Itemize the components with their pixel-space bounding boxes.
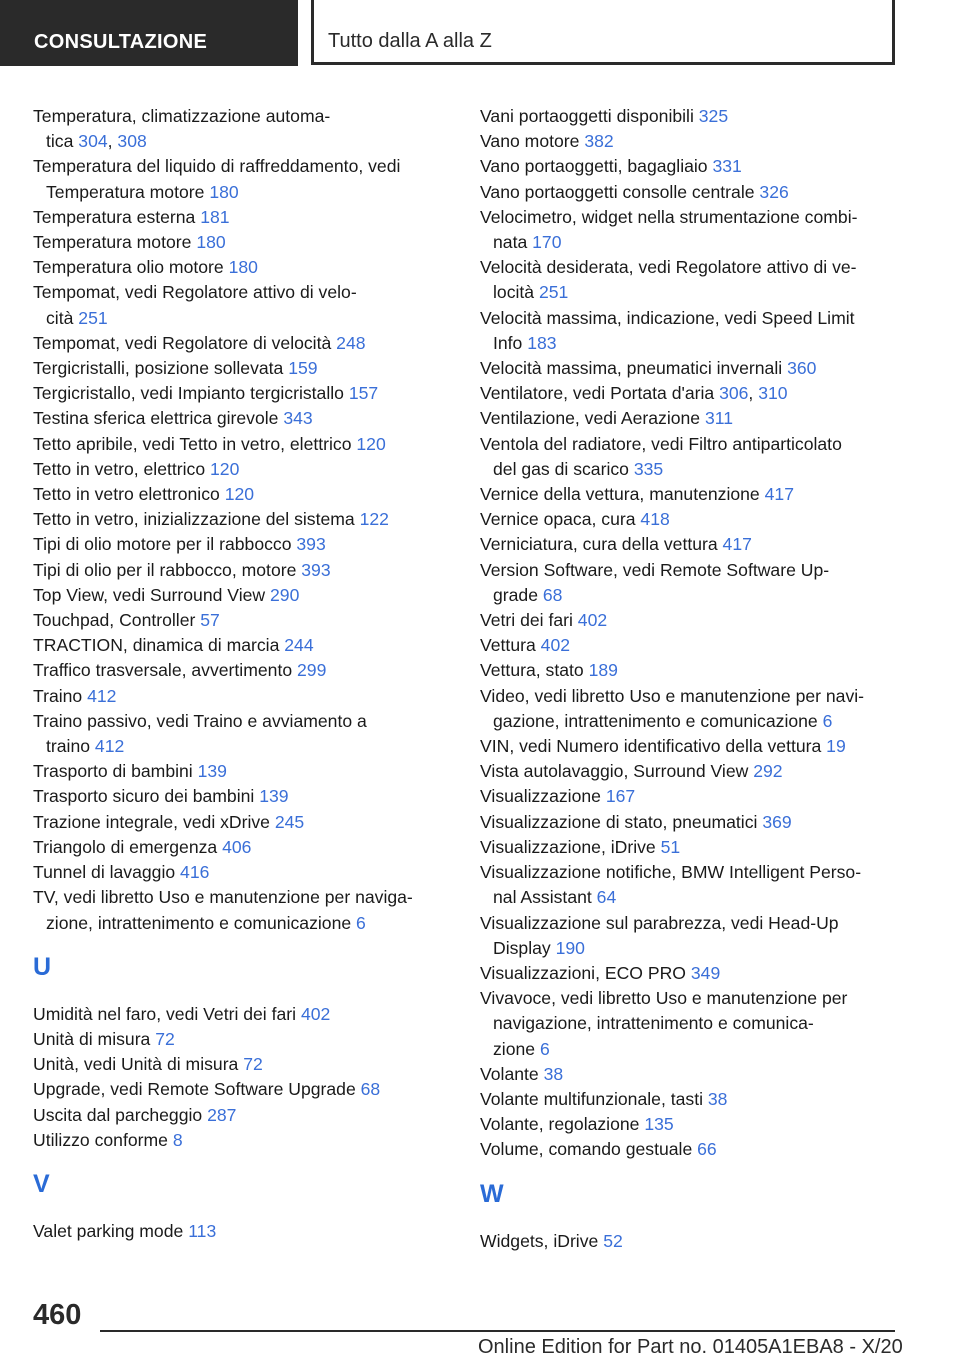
entry-text: Tempomat, vedi Regolatore di velocità	[33, 332, 337, 353]
chapter-title-box	[311, 0, 895, 65]
page-reference-link[interactable]: 393	[296, 534, 326, 555]
footer-divider	[100, 1330, 895, 1332]
page-number: 460	[33, 1299, 82, 1331]
index-entry	[480, 860, 900, 910]
index-entry	[33, 356, 453, 381]
index-entry	[480, 558, 900, 608]
index-entry	[480, 306, 900, 356]
index-entry	[480, 1087, 900, 1112]
index-entry	[480, 129, 900, 154]
page-reference-link[interactable]: 68	[542, 584, 563, 605]
entry-text: Traino passivo, vedi Traino e avviamento a	[33, 710, 367, 731]
page-reference-link[interactable]: 170	[532, 232, 562, 253]
page-reference-link[interactable]: 6	[822, 710, 833, 731]
entry-text: Video, vedi libretto Uso e manutenzione per navi-	[480, 685, 865, 706]
page-reference-link[interactable]: 418	[640, 509, 670, 530]
entry-text: Vano portaoggetti, bagagliaio	[480, 156, 713, 177]
index-entry	[480, 432, 900, 482]
entry-text: zione	[493, 1038, 540, 1059]
page-reference-link[interactable]: 68	[360, 1079, 381, 1100]
entry-text: Vernice opaca, cura	[480, 509, 641, 530]
index-entry	[480, 205, 900, 255]
entry-text: Touchpad, Controller	[33, 610, 201, 631]
page-reference-link[interactable]: 412	[94, 736, 125, 757]
index-letter-heading: W	[480, 1179, 504, 1208]
index-letter-heading: V	[33, 1169, 50, 1198]
page-reference-link[interactable]: 72	[243, 1054, 263, 1075]
index-entry	[480, 255, 900, 305]
index-entry	[33, 558, 453, 583]
entry-text: Vano motore	[480, 131, 585, 152]
index-entry	[33, 633, 453, 658]
index-column-left	[33, 104, 453, 1244]
entry-text: Utilizzo conforme	[33, 1129, 173, 1150]
page-reference-link[interactable]: 72	[155, 1028, 175, 1049]
page-reference-link[interactable]: 248	[336, 332, 366, 353]
page-reference-link[interactable]: 64	[596, 887, 617, 908]
entry-text: Tipi di olio per il rabbocco, motore	[33, 559, 302, 580]
index-entry	[33, 583, 453, 608]
index-entry	[33, 1128, 453, 1153]
entry-text: Volante multifunzionale, tasti	[480, 1088, 708, 1109]
page-reference-link[interactable]: 349	[690, 962, 721, 983]
entry-text: Display	[493, 937, 556, 958]
entry-text: Traino	[33, 685, 88, 706]
index-entry	[33, 255, 453, 280]
index-entry	[480, 986, 900, 1062]
entry-text: nal Assistant	[493, 887, 597, 908]
page-reference-link[interactable]: 412	[87, 685, 117, 706]
index-entry	[33, 230, 453, 255]
entry-text: Uscita dal parcheggio	[33, 1104, 208, 1125]
page-reference-link[interactable]: 251	[538, 282, 569, 303]
index-entry	[33, 507, 453, 532]
entry-text: traino	[46, 736, 95, 757]
entry-text: Vernice della vettura, manutenzione	[480, 484, 765, 505]
entry-text: Triangolo di emergenza	[33, 836, 223, 857]
entry-text: del gas di scarico	[493, 458, 634, 479]
page-reference-link[interactable]: 402	[300, 1003, 331, 1024]
page-reference-link[interactable]: 6	[356, 912, 366, 933]
index-entry	[33, 810, 453, 835]
page-reference-link[interactable]: 306	[719, 383, 749, 404]
page-reference-link[interactable]: 6	[539, 1038, 550, 1059]
entry-text: Unità di misura	[33, 1028, 156, 1049]
page-reference-link[interactable]: 183	[527, 332, 557, 353]
page-reference-link[interactable]: 331	[712, 156, 742, 177]
entry-text: Visualizzazione notifiche, BMW Intelligent Perso-	[480, 862, 862, 883]
entry-text: Vano portaoggetti consolle centrale	[480, 181, 760, 202]
entry-text: Temperatura olio motore	[33, 257, 229, 278]
entry-text: Tetto apribile, vedi Tetto in vetro, elettrico	[33, 433, 357, 454]
entry-text: Valet parking mode	[33, 1220, 189, 1241]
entry-text: Vettura, stato	[480, 660, 589, 681]
entry-text: Verniciatura, cura della vettura	[480, 534, 723, 555]
entry-text: tica	[46, 131, 79, 152]
index-entry	[33, 658, 453, 683]
entry-text: ,	[748, 383, 759, 404]
page-reference-link[interactable]: 308	[117, 131, 147, 152]
entry-text: Volume, comando gestuale	[480, 1139, 698, 1160]
page-reference-link[interactable]: 382	[584, 131, 614, 152]
index-entry	[480, 835, 900, 860]
index-entry	[480, 381, 900, 406]
page-reference-link[interactable]: 287	[207, 1104, 237, 1125]
page-reference-link[interactable]: 299	[297, 660, 327, 681]
entry-text: Vista autolavaggio, Surround View	[480, 761, 754, 782]
page-reference-link[interactable]: 310	[758, 383, 788, 404]
index-entry	[480, 532, 900, 557]
page-reference-link[interactable]: 51	[660, 836, 681, 857]
page-reference-link[interactable]: 139	[259, 786, 289, 807]
entry-text: zione, intrattenimento e comunicazione	[46, 912, 357, 933]
page-reference-link[interactable]: 19	[826, 736, 846, 757]
chapter-title: Tutto dalla A alla Z	[328, 30, 492, 52]
entry-text: Velocimetro, widget nella strumentazione combi-	[480, 206, 858, 227]
index-entry	[33, 104, 453, 154]
page-reference-link[interactable]: 180	[196, 232, 226, 253]
entry-text: Tipi di olio motore per il rabbocco	[33, 534, 297, 555]
index-entry	[33, 280, 453, 330]
index-entry	[33, 759, 453, 784]
index-entry	[480, 911, 900, 961]
entry-text: Volante	[480, 1063, 544, 1084]
entry-text: Visualizzazione di stato, pneumatici	[480, 811, 763, 832]
page-reference-link[interactable]: 290	[270, 584, 300, 605]
entry-text: TV, vedi libretto Uso e manutenzione per naviga-	[33, 887, 413, 908]
index-entry	[33, 860, 453, 885]
page-reference-link[interactable]: 135	[644, 1114, 674, 1135]
entry-text: Info	[493, 332, 528, 353]
index-entry	[33, 532, 453, 557]
entry-text: Widgets, iDrive	[480, 1230, 604, 1251]
index-entry	[33, 482, 453, 507]
entry-text: Tergicristalli, posizione sollevata	[33, 358, 289, 379]
entry-text: Vettura	[480, 635, 541, 656]
entry-text: VIN, vedi Numero identificativo della vettura	[480, 736, 827, 757]
entry-text: Temperatura motore	[46, 181, 210, 202]
entry-text: nata	[493, 232, 533, 253]
index-entry	[33, 1219, 453, 1244]
entry-text: Upgrade, vedi Remote Software Upgrade	[33, 1079, 361, 1100]
index-entry	[33, 205, 453, 230]
entry-text: Vani portaoggetti disponibili	[480, 106, 699, 126]
index-entry	[33, 432, 453, 457]
index-entry	[480, 1229, 900, 1254]
entry-text: ,	[107, 131, 118, 152]
entry-text: Velocità massima, indicazione, vedi Speed Limit	[480, 307, 855, 328]
page-reference-link[interactable]: 120	[356, 433, 386, 454]
index-entry	[33, 1103, 453, 1128]
page-reference-link[interactable]: 406	[222, 836, 252, 857]
entry-text: Tetto in vetro, inizializzazione del sistema	[33, 509, 360, 530]
index-entry	[33, 1002, 453, 1027]
index-entry	[480, 180, 900, 205]
entry-text: Visualizzazione	[480, 786, 606, 807]
entry-text: Vivavoce, vedi libretto Uso e manutenzione per	[480, 988, 848, 1009]
index-entry	[33, 885, 453, 935]
index-entry	[33, 154, 453, 204]
index-entry	[480, 658, 900, 683]
page-reference-link[interactable]: 417	[764, 484, 794, 505]
entry-text: Top View, vedi Surround View	[33, 584, 271, 605]
entry-text: Temperatura del liquido di raffreddamento, vedi	[33, 156, 401, 177]
page-reference-link[interactable]: 304	[78, 131, 108, 152]
index-entry	[480, 784, 900, 809]
entry-text: Umidità nel faro, vedi Vetri dei fari	[33, 1003, 301, 1024]
entry-text: Volante, regolazione	[480, 1114, 645, 1135]
entry-text: Temperatura motore	[33, 232, 197, 253]
page-reference-link[interactable]: 402	[577, 610, 608, 631]
page-reference-link[interactable]: 245	[274, 811, 305, 832]
page-header	[0, 0, 960, 66]
page-reference-link[interactable]: 416	[180, 862, 210, 883]
index-entry	[480, 1137, 900, 1162]
page-reference-link[interactable]: 190	[555, 937, 585, 958]
index-entry	[33, 835, 453, 860]
entry-text: Visualizzazioni, ECO PRO	[480, 962, 691, 983]
entry-text: Trasporto sicuro dei bambini	[33, 786, 260, 807]
page-reference-link[interactable]: 157	[348, 383, 379, 404]
entry-text: Trazione integrale, vedi xDrive	[33, 811, 275, 832]
index-entry	[480, 154, 900, 179]
entry-text: Tetto in vetro elettronico	[33, 484, 225, 505]
page-reference-link[interactable]: 343	[283, 408, 313, 429]
index-entry	[33, 784, 453, 809]
page-reference-link[interactable]: 159	[288, 358, 318, 379]
page-reference-link[interactable]: 325	[698, 106, 729, 126]
page-reference-link[interactable]: 120	[210, 458, 240, 479]
index-entry	[480, 1112, 900, 1137]
page-reference-link[interactable]: 8	[172, 1129, 183, 1150]
page-reference-link[interactable]: 402	[540, 635, 571, 656]
section-tab: CONSULTAZIONE	[0, 0, 298, 66]
entry-text: Ventola del radiatore, vedi Filtro antiparticolato	[480, 433, 842, 454]
index-entry	[480, 507, 900, 532]
index-entry	[33, 1052, 453, 1077]
page-reference-link[interactable]: 167	[605, 786, 636, 807]
page-reference-link[interactable]: 180	[228, 257, 258, 278]
entry-text: Temperatura, climatizzazione automa-	[33, 106, 331, 126]
index-entry	[480, 961, 900, 986]
index-entry	[33, 331, 453, 356]
index-entry	[480, 356, 900, 381]
entry-text: Testina sferica elettrica girevole	[33, 408, 284, 429]
entry-text: TRACTION, dinamica di marcia	[33, 635, 285, 656]
entry-text: Ventilazione, vedi Aerazione	[480, 408, 705, 429]
entry-text: Velocità massima, pneumatici invernali	[480, 358, 788, 379]
index-entry	[33, 1077, 453, 1102]
index-letter-heading: U	[33, 952, 52, 981]
entry-text: Trasporto di bambini	[33, 761, 198, 782]
entry-text: Tergicristallo, vedi Impianto tergicristallo	[33, 383, 349, 404]
page-reference-link[interactable]: 292	[753, 761, 783, 782]
index-entry	[480, 1062, 900, 1087]
page-reference-link[interactable]: 180	[209, 181, 239, 202]
entry-text: grade	[493, 584, 543, 605]
entry-text: Tunnel di lavaggio	[33, 862, 181, 883]
index-entry	[33, 381, 453, 406]
index-entry	[33, 684, 453, 709]
entry-text: gazione, intrattenimento e comunicazione	[493, 710, 823, 731]
index-entry	[480, 104, 900, 129]
entry-text: navigazione, intrattenimento e comunica-	[493, 1013, 814, 1034]
page-reference-link[interactable]: 139	[197, 761, 227, 782]
index-entry	[480, 406, 900, 431]
entry-text: Tetto in vetro, elettrico	[33, 458, 210, 479]
index-entry	[33, 457, 453, 482]
index-entry	[33, 406, 453, 431]
index-entry	[480, 633, 900, 658]
entry-text: Ventilatore, vedi Portata d'aria	[480, 383, 720, 404]
index-entry	[480, 608, 900, 633]
page-reference-link[interactable]: 122	[359, 509, 389, 530]
page-reference-link[interactable]: 311	[704, 408, 734, 429]
entry-text: Version Software, vedi Remote Software Up-	[480, 559, 830, 580]
page-reference-link[interactable]: 181	[200, 206, 230, 227]
entry-text: Traffico trasversale, avvertimento	[33, 660, 298, 681]
page-reference-link[interactable]: 113	[188, 1220, 217, 1241]
entry-text: Vetri dei fari	[480, 610, 578, 631]
index-entry	[480, 482, 900, 507]
entry-text: Visualizzazione sul parabrezza, vedi Head-Up	[480, 912, 839, 933]
index-entry	[480, 810, 900, 835]
entry-text: Temperatura esterna	[33, 206, 201, 227]
page-reference-link[interactable]: 38	[543, 1063, 564, 1084]
index-entry	[33, 608, 453, 633]
page-reference-link[interactable]: 244	[284, 635, 314, 656]
page-reference-link[interactable]: 189	[588, 660, 618, 681]
page-reference-link[interactable]: 417	[722, 534, 752, 555]
index-entry	[480, 684, 900, 734]
page-reference-link[interactable]: 38	[707, 1088, 728, 1109]
index-entry	[33, 709, 453, 759]
entry-text: Tempomat, vedi Regolatore attivo di velo-	[33, 282, 357, 303]
index-entry	[33, 1027, 453, 1052]
footer-edition-text: Online Edition for Part no. 01405A1EBA8 - X/20	[478, 1336, 903, 1358]
page-reference-link[interactable]: 360	[787, 358, 817, 379]
entry-text: locità	[493, 282, 539, 303]
page-reference-link[interactable]: 120	[224, 484, 255, 505]
page-reference-link[interactable]: 251	[78, 307, 108, 328]
index-entry	[480, 734, 900, 759]
page-reference-link[interactable]: 57	[200, 610, 220, 631]
page-reference-link[interactable]: 335	[633, 458, 664, 479]
entry-text: Visualizzazione, iDrive	[480, 836, 661, 857]
page-reference-link[interactable]: 326	[759, 181, 789, 202]
page-reference-link[interactable]: 369	[762, 811, 792, 832]
entry-text: Velocità desiderata, vedi Regolatore attivo di ve-	[480, 257, 857, 278]
entry-text: cità	[46, 307, 79, 328]
entry-text: Unità, vedi Unità di misura	[33, 1054, 244, 1075]
page-reference-link[interactable]: 52	[603, 1230, 623, 1251]
index-column-right	[480, 104, 900, 1254]
page-reference-link[interactable]: 393	[301, 559, 331, 580]
index-entry	[480, 759, 900, 784]
page-reference-link[interactable]: 66	[697, 1139, 717, 1160]
